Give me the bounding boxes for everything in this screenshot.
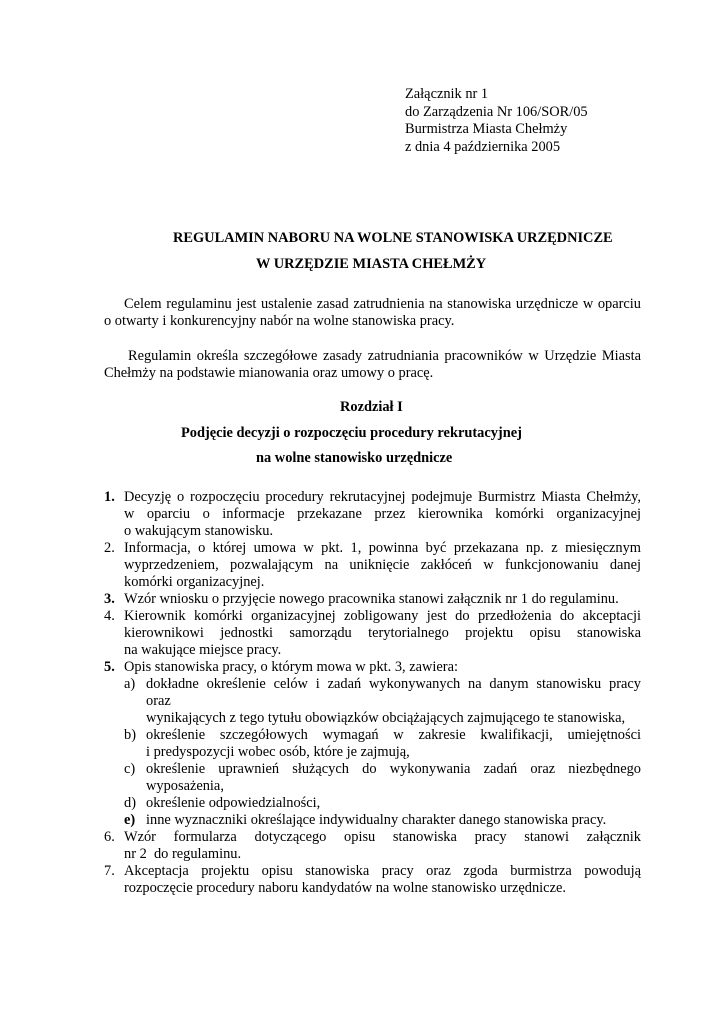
list-item <box>104 540 641 591</box>
sub-item-line: i predyspozycji wobec osób, które je zajmują, <box>146 744 410 760</box>
sub-item <box>124 676 641 727</box>
chapter-subtitle-line2: na wolne stanowisko urzędnicze <box>256 450 453 466</box>
paragraph-line: Regulamin określa szczegółowe zasady zatrudniania pracowników w Urzędzie Miasta <box>128 348 641 364</box>
sub-item-line: inne wyznaczniki określające indywidualny charakter danego stanowiska pracy. <box>146 812 607 828</box>
list-item <box>104 659 641 829</box>
numbered-list <box>104 489 641 897</box>
sub-item <box>124 795 641 812</box>
sub-item-letter: e) <box>124 812 136 828</box>
item-line: Decyzję o rozpoczęciu procedury rekrutacyjnej podejmuje Burmistrz Miasta Chełmży, <box>124 489 641 505</box>
sub-item-line: określenie szczegółowych wymagań w zakresie kwalifikacji, umiejętności <box>146 727 641 743</box>
item-number: 6. <box>104 829 115 845</box>
list-item <box>104 863 641 897</box>
sub-item-letter: a) <box>124 676 136 692</box>
item-line: Wzór formularza dotyczącego opisu stanowiska pracy stanowi załącznik <box>124 829 641 845</box>
item-line: Informacja, o której umowa w pkt. 1, powinna być przekazana np. z miesięcznym <box>124 540 641 556</box>
item-number: 4. <box>104 608 115 624</box>
sub-item-line: wyposażenia, <box>146 778 224 794</box>
item-number: 2. <box>104 540 115 556</box>
paragraph-line: Celem regulaminu jest ustalenie zasad zatrudnienia na stanowiska urzędnicze w oparciu <box>124 296 641 312</box>
item-line: o wakującym stanowisku. <box>124 523 274 539</box>
item-line: na wakujące miejsce pracy. <box>124 642 282 658</box>
item-line: nr 2 do regulaminu. <box>124 846 242 862</box>
sub-item <box>124 812 641 829</box>
document-title: REGULAMIN NABORU NA WOLNE STANOWISKA URZĘDNICZE <box>173 230 613 246</box>
sub-item-line: określenie odpowiedzialności, <box>146 795 321 811</box>
paragraph-line: o otwarty i konkurencyjny nabór na wolne stanowiska pracy. <box>104 313 455 329</box>
item-line: komórki organizacyjnej. <box>124 574 265 590</box>
item-number: 3. <box>104 591 115 607</box>
sub-item-letter: d) <box>124 795 136 811</box>
item-line: w oparciu o informacje przekazane przez kierownika komórki organizacyjnej <box>124 506 641 522</box>
list-item <box>104 489 641 540</box>
sub-item-line: oraz <box>146 693 171 709</box>
list-item <box>104 829 641 863</box>
item-line: Kierownik komórki organizacyjnej zobligowany jest do przedłożenia do akceptacji <box>124 608 641 624</box>
sub-item <box>124 727 641 761</box>
sub-item-line: określenie uprawnień służących do wykonywania zadań oraz niezbędnego <box>146 761 641 777</box>
chapter-heading: Rozdział I <box>340 399 403 415</box>
sub-item-letter: c) <box>124 761 136 777</box>
sub-item-letter: b) <box>124 727 136 743</box>
sub-item-line: dokładne określenie celów i zadań wykonywanych na danym stanowisku pracy <box>146 676 641 692</box>
annex-line: do Zarządzenia Nr 106/SOR/05 <box>405 103 588 120</box>
item-line: Akceptacja projektu opisu stanowiska pracy oraz zgoda burmistrza powodują <box>124 863 641 879</box>
annex-line: z dnia 4 października 2005 <box>405 138 561 155</box>
list-item <box>104 591 641 608</box>
item-number: 1. <box>104 489 115 505</box>
intro-paragraph-1 <box>104 296 641 330</box>
item-line: wyprzedzeniem, pozwalającym na uniknięcie zakłóceń w funkcjonowaniu danej <box>124 557 641 573</box>
annex-line: Załącznik nr 1 <box>405 86 489 102</box>
item-line: kierownikowi jednostki samorządu terytorialnego projektu opisu stanowiska <box>124 625 641 641</box>
item-line: Opis stanowiska pracy, o którym mowa w pkt. 3, zawiera: <box>124 659 458 675</box>
item-number: 5. <box>104 659 115 675</box>
sub-item-line: wynikających z tego tytułu obowiązków obciążających zajmującego te stanowiska, <box>146 710 626 726</box>
chapter-subtitle: Podjęcie decyzji o rozpoczęciu procedury rekrutacyjnej <box>181 425 522 441</box>
paragraph-line: Chełmży na podstawie mianowania oraz umowy o pracę. <box>104 365 434 381</box>
item-line: Wzór wniosku o przyjęcie nowego pracownika stanowi załącznik nr 1 do regulaminu. <box>124 591 619 607</box>
sub-item <box>124 761 641 795</box>
list-item <box>104 608 641 659</box>
annex-line: Burmistrza Miasta Chełmży <box>405 121 568 137</box>
item-line: rozpoczęcie procedury naboru kandydatów na wolne stanowisko urzędnicze. <box>124 880 566 896</box>
intro-paragraph-2 <box>104 348 641 382</box>
document-title-line2: W URZĘDZIE MIASTA CHEŁMŻY <box>256 256 487 272</box>
item-number: 7. <box>104 863 115 879</box>
annex-header <box>405 86 588 156</box>
